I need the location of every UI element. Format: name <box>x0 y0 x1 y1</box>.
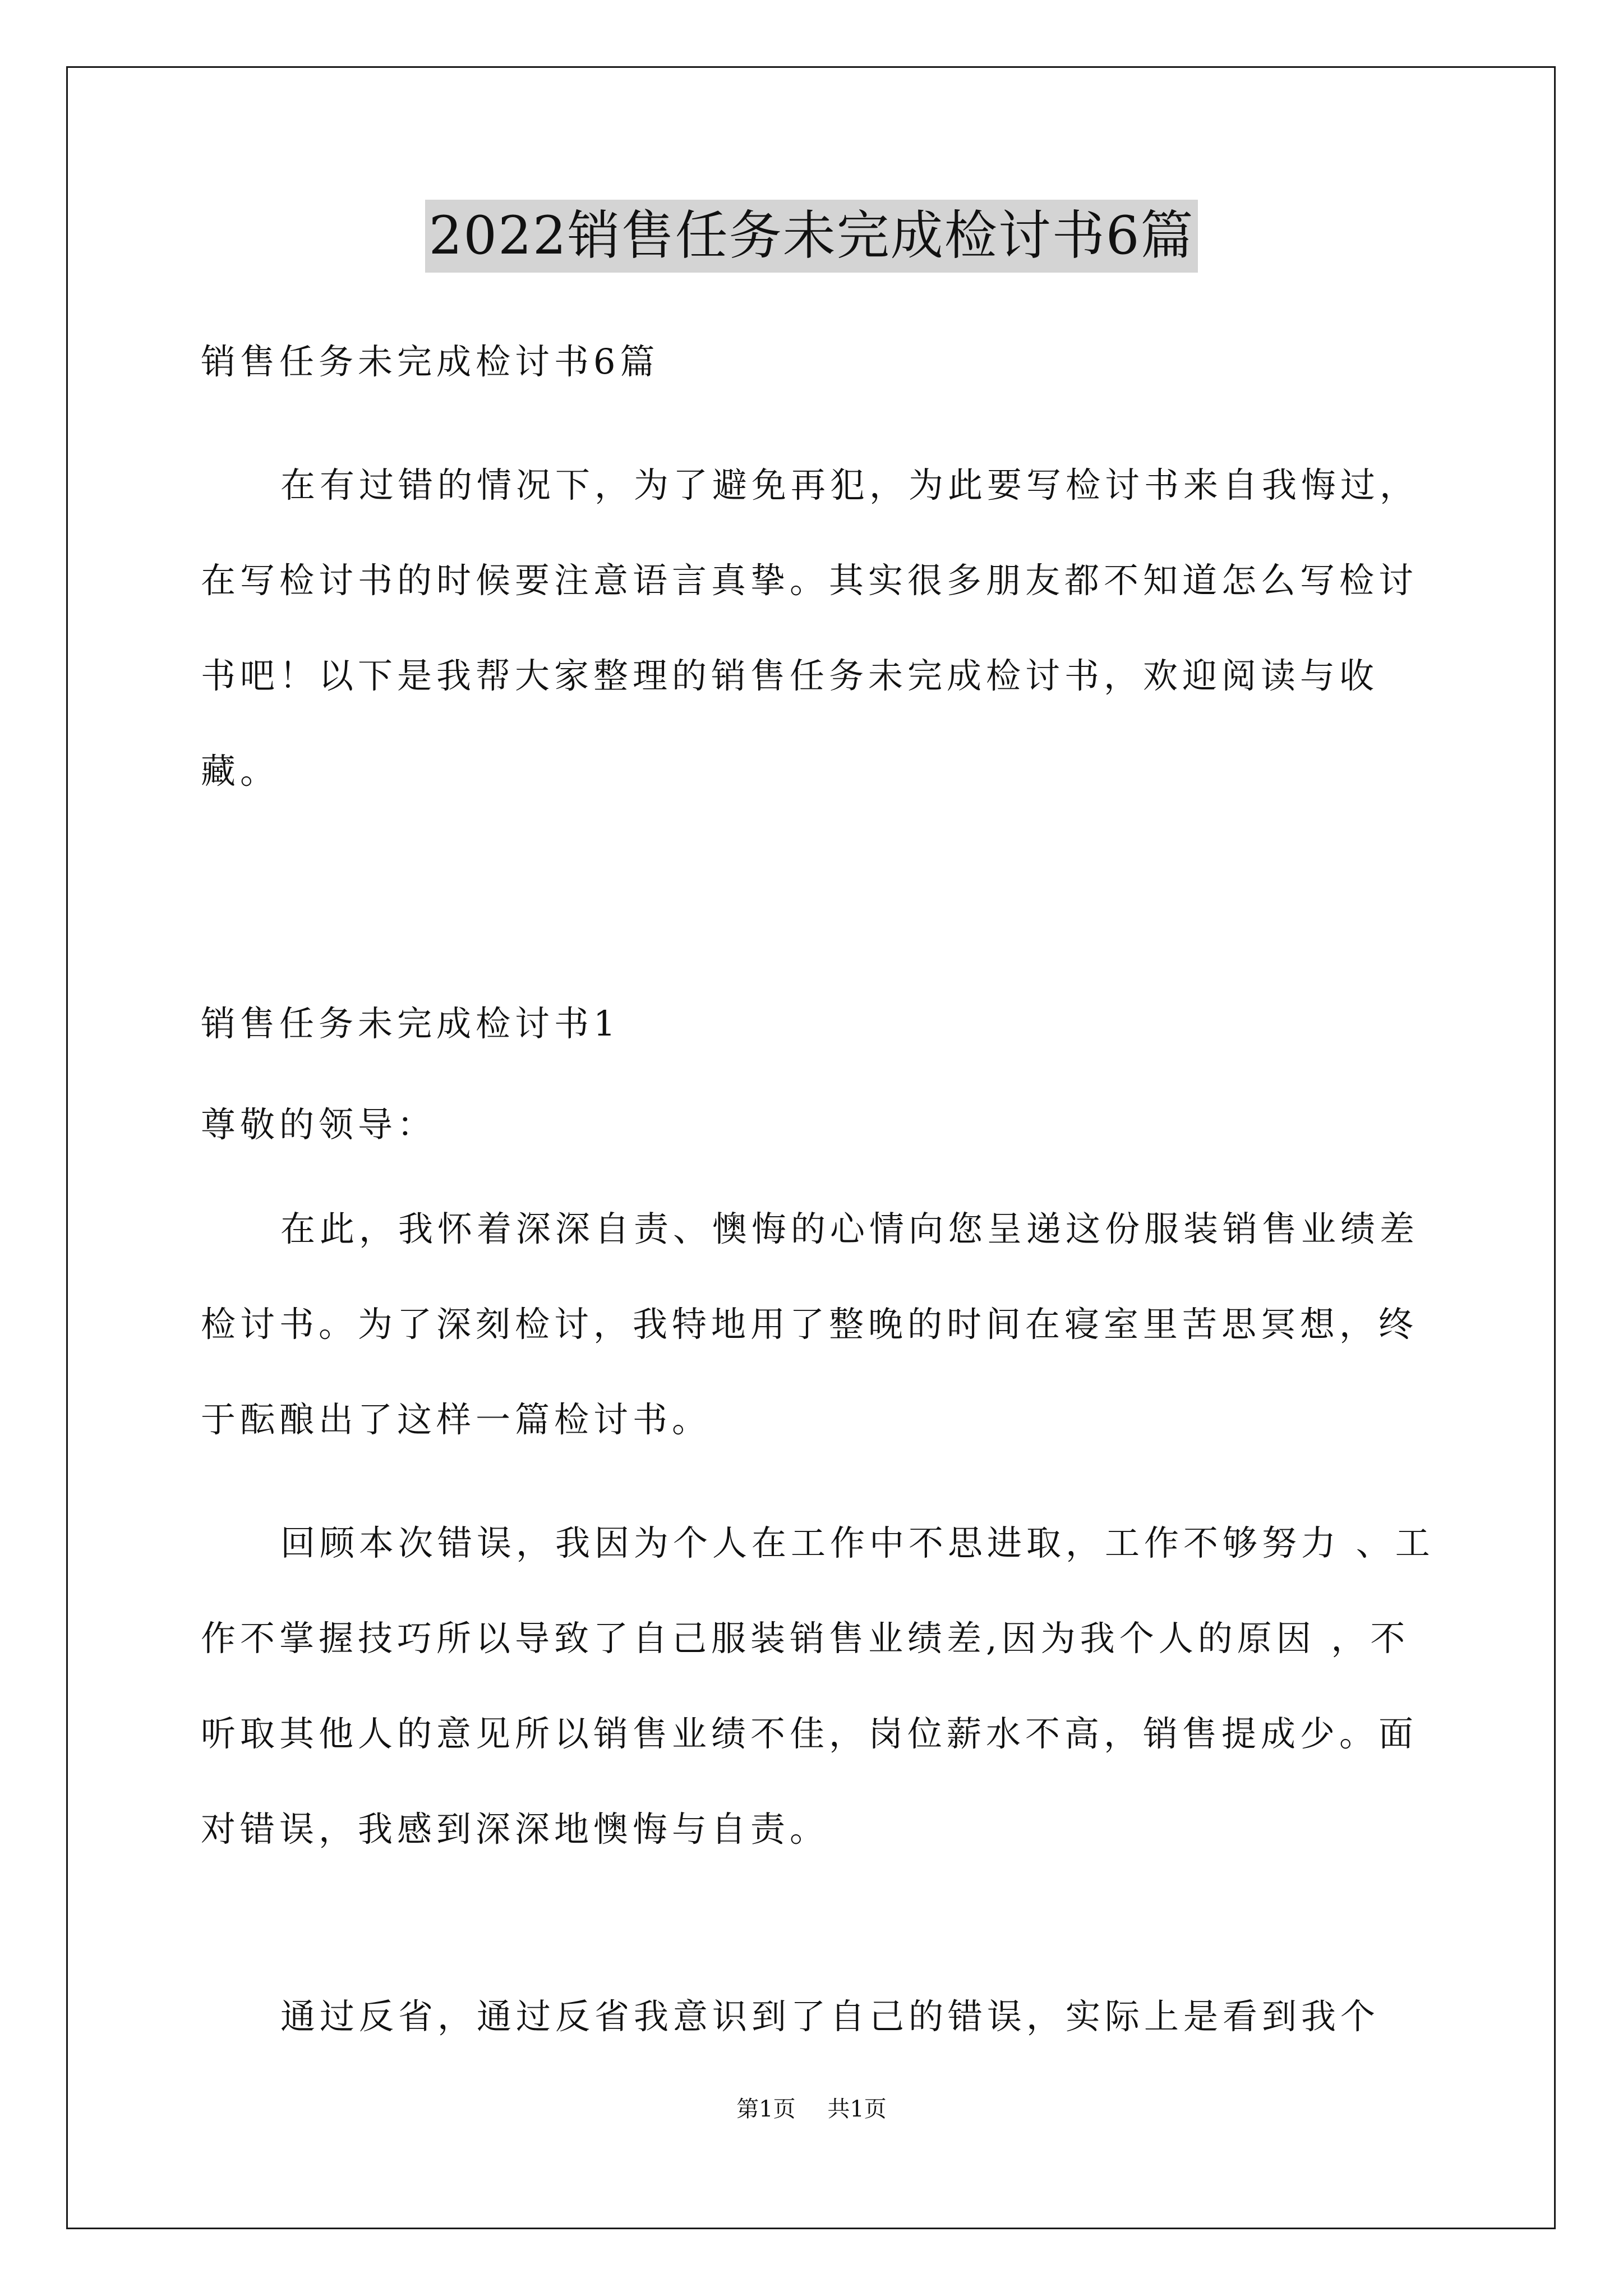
title-container <box>0 200 1623 273</box>
body-paragraph-3: 通过反省，通过反省我意识到了自己的错误，实际上是看到我个 <box>280 1996 1380 2037</box>
body-paragraph-2: 回顾本次错误，我因为个人在工作中不思进取，工作不够努力 、工作不掌握技巧所以导致了自己服装销售业绩差,因为我个人的原因 ，不听取其他人的意见所以销售业绩不佳，岗位薪水不高，销售提成少。面对错误，我感到深深地懊悔与自责。 <box>201 1522 1435 1849</box>
body-paragraph-1: 在此，我怀着深深自责、懊悔的心情向您呈递这份服装销售业绩差检讨书。为了深刻检讨，我特地用了整晚的时间在寝室里苦思冥想，终于酝酿出了这样一篇检讨书。 <box>201 1208 1419 1440</box>
page-number-current: 第1页 <box>736 2096 796 2122</box>
subtitle-paragraph: 销售任务未完成检讨书6篇 <box>201 341 660 382</box>
document-title: 2022销售任务未完成检讨书6篇 <box>425 200 1197 273</box>
page-number-total: 共1页 <box>827 2096 887 2122</box>
intro-paragraph: 在有过错的情况下，为了避免再犯，为此要写检讨书来自我悔过，在写检讨书的时候要注意语言真挚。其实很多朋友都不知道怎么写检讨书吧！以下是我帮大家整理的销售任务未完成检讨书，欢迎阅读与收藏。 <box>201 464 1419 792</box>
page-footer <box>0 2092 1623 2126</box>
section-heading: 销售任务未完成检讨书1 <box>201 1003 620 1044</box>
salutation: 尊敬的领导： <box>201 1104 437 1145</box>
